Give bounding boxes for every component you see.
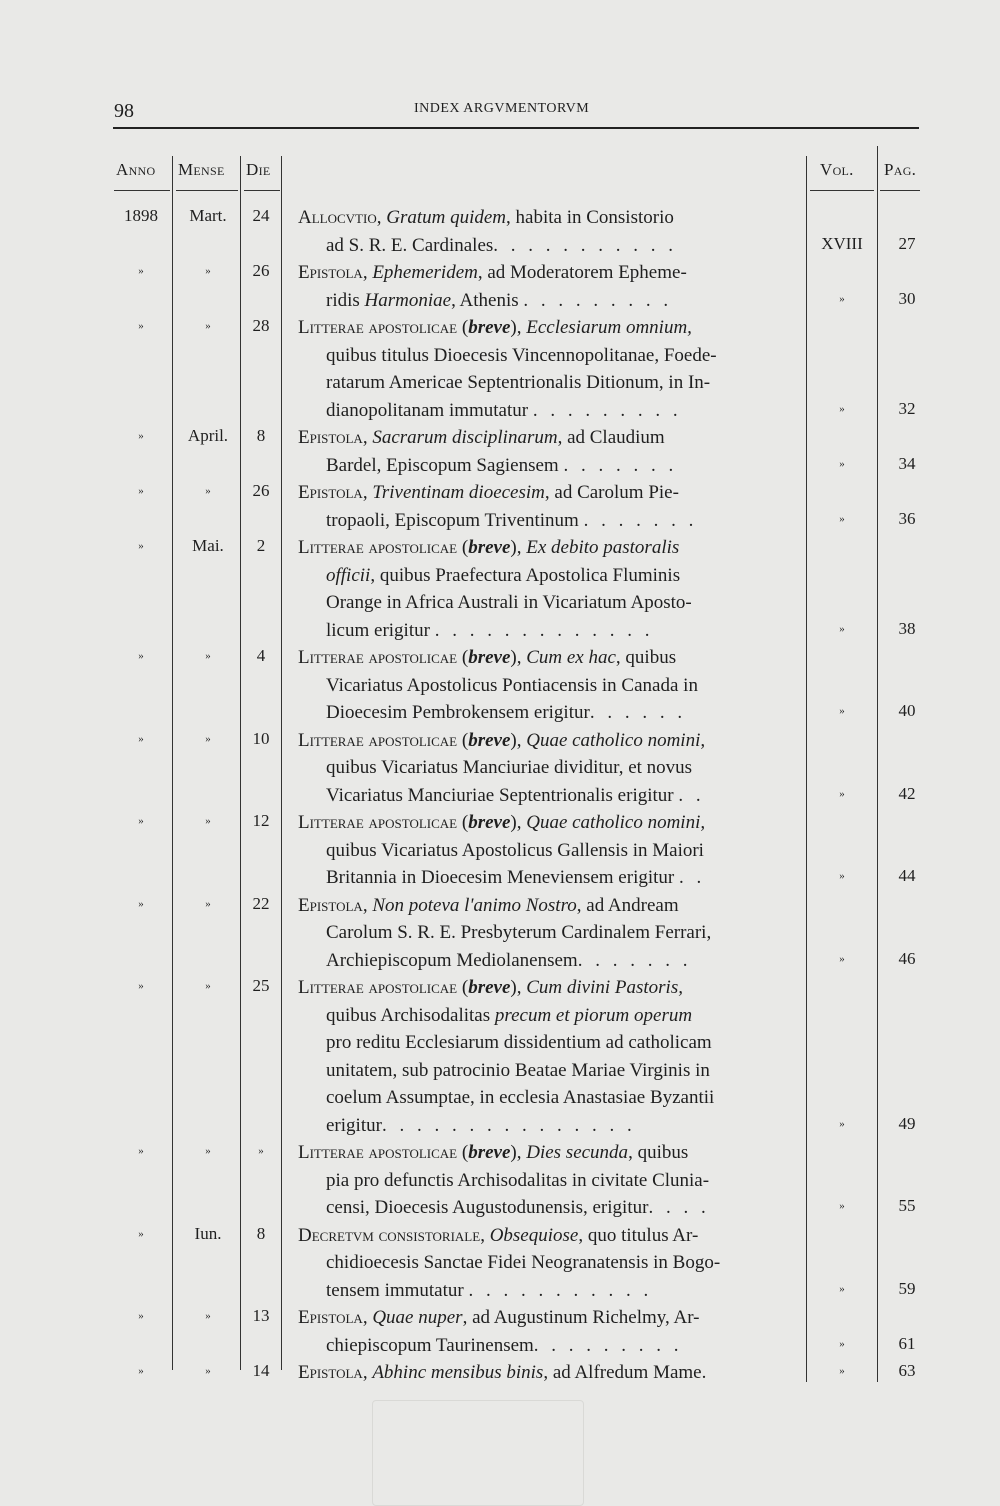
cell-vol: » — [839, 1117, 845, 1130]
entry-text: pia pro defunctis Archisodalitas in civitate Clunia- — [326, 1169, 710, 1191]
entry-line — [298, 1029, 788, 1057]
entry-line — [298, 864, 788, 892]
cell-pag: 46 — [898, 948, 916, 968]
entry-text: , — [362, 1362, 373, 1383]
cell-die: 8 — [256, 1223, 266, 1243]
entry-text: Vicariatus Manciuriae Septentrionalis erigitur — [326, 784, 679, 806]
entry-line — [298, 1084, 788, 1112]
entry-line — [298, 342, 788, 370]
entry-text: Litterae apostolicae — [298, 647, 458, 668]
entry-text: Litterae apostolicae — [298, 1142, 458, 1163]
cell-vol: » — [839, 787, 845, 800]
cell-vol: » — [839, 402, 845, 415]
column-divider — [806, 156, 807, 1382]
leader-dots: . . . . . . — [589, 702, 687, 723]
entry-text: , — [480, 1224, 490, 1246]
entry-text: ), — [510, 537, 527, 558]
cell-anno: » — [138, 540, 144, 552]
entry-line — [298, 1112, 788, 1140]
entry-line — [298, 1057, 788, 1085]
entry-line — [298, 754, 788, 782]
cell-pag: 34 — [898, 453, 916, 473]
entry-text: Epistola — [298, 1362, 363, 1383]
running-title: INDEX ARGVMENTORVM — [414, 101, 590, 116]
index-entry — [298, 259, 788, 314]
index-entry — [298, 1139, 788, 1222]
entry-text: pro reditu Ecclesiarum dissidentium ad catholicam — [326, 1032, 712, 1053]
entry-text: coelum Assumptae, in ecclesia Anastasiae Byzantii — [326, 1087, 715, 1108]
cell-die: 14 — [252, 1361, 270, 1380]
entry-text: ), — [510, 647, 527, 668]
index-entry — [298, 314, 788, 424]
entry-text: quibus Vicariatus Manciuriae dividitur, et novus — [326, 757, 693, 778]
index-entry — [298, 809, 788, 892]
cell-mense: » — [205, 1310, 211, 1322]
entry-line — [298, 1249, 788, 1277]
entry-text: , ad Alfredum Mame. — [543, 1362, 707, 1383]
entry-text: ratarum Americae Septentrionalis Ditionum, in In- — [326, 372, 711, 393]
entry-text: Archiepiscopum Mediolanensem — [326, 949, 578, 971]
cell-die: 28 — [252, 316, 270, 335]
index-entry — [298, 204, 788, 259]
entry-text: ), — [510, 317, 527, 338]
cell-mense: » — [205, 485, 211, 497]
cell-vol: » — [839, 512, 845, 525]
entry-text: Gratum quidem — [386, 207, 507, 228]
entry-text: ), — [510, 1142, 527, 1163]
index-entry — [298, 974, 788, 1139]
entry-text: Obsequiose — [489, 1224, 579, 1246]
cell-pag: 30 — [898, 288, 916, 308]
header-underline-pag — [880, 190, 920, 191]
cell-pag: 40 — [898, 701, 916, 720]
entry-text: breve — [468, 1142, 511, 1163]
header-rule — [113, 127, 919, 129]
entry-text: breve — [468, 812, 511, 833]
leader-dots: . . . . . . . . . . . . . — [434, 619, 654, 641]
entry-text: ( — [457, 729, 469, 751]
cell-vol: » — [839, 622, 845, 635]
entry-text: , — [362, 482, 373, 503]
entry-text: , ad Claudium — [557, 427, 665, 448]
entry-text: breve — [468, 977, 511, 998]
cell-vol: » — [839, 292, 845, 305]
entry-line — [298, 589, 788, 617]
entry-text: Dies secunda — [526, 1142, 629, 1163]
index-entry — [298, 1222, 788, 1305]
entry-text: Harmoniae — [364, 289, 452, 311]
entry-text: Epistola — [298, 482, 363, 503]
entry-text: Litterae apostolicae — [298, 317, 458, 338]
cell-anno: » — [138, 815, 144, 827]
entry-text: breve — [468, 537, 511, 558]
cell-vol: » — [839, 1337, 845, 1350]
entry-text: Quae nuper — [372, 1307, 463, 1328]
cell-mense: » — [205, 815, 211, 827]
entry-line — [298, 892, 788, 920]
cell-pag: 59 — [898, 1278, 916, 1298]
entry-text: Cum ex hac — [526, 647, 616, 668]
cell-die: 4 — [256, 646, 266, 665]
entry-line — [298, 232, 788, 260]
index-entry — [298, 424, 788, 479]
entry-text: breve — [468, 647, 511, 668]
entry-text: , — [362, 1307, 373, 1328]
cell-anno: » — [138, 1310, 144, 1322]
cell-pag: 63 — [898, 1361, 916, 1380]
entry-line — [298, 479, 788, 507]
entry-line — [298, 259, 788, 287]
leader-dots: . . . . . . . . . — [523, 289, 673, 311]
entry-text: censi, Dioecesis Augustodunensis, erigitur — [326, 1197, 649, 1218]
entry-text: Sacrarum disciplinarum — [372, 427, 558, 448]
entry-text: Ephemeridem — [372, 262, 478, 283]
entry-line — [298, 452, 788, 480]
leader-dots: . . — [678, 867, 706, 888]
column-header-anno: Anno — [116, 160, 156, 179]
entry-text: Triventinam dioecesim — [372, 482, 545, 503]
cell-anno: » — [138, 320, 144, 332]
page-number: 98 — [114, 100, 134, 122]
leader-dots: . . . . . . . . . — [532, 399, 682, 421]
cell-pag: 38 — [898, 618, 916, 638]
header-underline-die — [244, 190, 280, 191]
entry-text: quibus Vicariatus Apostolicus Gallensis in Maiori — [326, 839, 704, 861]
entry-text: Bardel, Episcopum Sagiensem — [326, 454, 564, 476]
index-entry — [298, 479, 788, 534]
entry-text: , quibus — [615, 647, 677, 668]
entry-line — [298, 617, 788, 645]
entry-line — [298, 1332, 788, 1360]
entry-text: , quibus — [628, 1142, 689, 1163]
leader-dots: . . . . . . . — [563, 454, 678, 476]
cell-die: 22 — [252, 893, 270, 913]
entry-text: Orange in Africa Australi in Vicariatum Aposto- — [326, 592, 692, 613]
cell-mense: » — [205, 897, 211, 910]
entry-text: ( — [457, 317, 469, 338]
entry-text: Dioecesim Pembrokensem erigitur — [326, 702, 590, 723]
cell-mense: April. — [187, 426, 229, 445]
entry-line — [298, 809, 788, 837]
column-header-mense: Mense — [178, 160, 225, 179]
entry-text: ( — [457, 812, 469, 833]
leader-dots: . . . . . . . . . . . — [493, 234, 678, 256]
entry-text: ad S. R. E. Cardinales — [326, 234, 494, 256]
entry-line — [298, 397, 788, 425]
entry-text: Epistola — [298, 427, 363, 448]
entry-text: quibus titulus Dioecesis Vincennopolitanae, Foede- — [326, 344, 717, 366]
cell-die: 10 — [252, 728, 270, 748]
entry-text: tensem immutatur — [326, 1279, 469, 1301]
cell-vol: XVIII — [821, 233, 863, 253]
cell-mense: » — [205, 320, 211, 332]
entry-text: ( — [457, 977, 469, 998]
cell-anno: » — [138, 430, 144, 442]
entry-text: quibus Archisodalitas — [326, 1004, 495, 1026]
entry-line — [298, 507, 788, 535]
library-stamp — [372, 1400, 584, 1506]
entry-text: precum et piorum operum — [494, 1004, 693, 1026]
index-entry — [298, 1304, 788, 1359]
header-underline-mense — [176, 190, 238, 191]
entry-text: Epistola — [298, 262, 363, 283]
cell-die: 25 — [252, 976, 270, 995]
entry-line — [298, 974, 788, 1002]
entry-line — [298, 424, 788, 452]
entry-text: , — [362, 427, 373, 448]
entry-line — [298, 1139, 788, 1167]
entry-line — [298, 837, 788, 865]
cell-pag: 27 — [898, 233, 916, 253]
cell-vol: » — [839, 1282, 845, 1295]
column-header-pag: Pag. — [884, 160, 917, 179]
cell-pag: 32 — [898, 398, 916, 418]
cell-pag: 42 — [898, 783, 916, 803]
entry-line — [298, 534, 788, 562]
entry-text: , quibus Praefectura Apostolica Fluminis — [370, 564, 681, 586]
entry-text: Vicariatus Apostolicus Pontiacensis in Canada in — [326, 674, 698, 696]
entry-text: Quae catholico nomini, — [526, 812, 706, 833]
entry-text: , — [362, 262, 373, 283]
column-header-vol: Vol. — [820, 160, 854, 179]
cell-die: 13 — [252, 1306, 270, 1325]
entry-text: Litterae apostolicae — [298, 812, 458, 833]
cell-die: 24 — [252, 206, 270, 225]
cell-vol: » — [839, 952, 845, 965]
cell-mense: » — [205, 1365, 211, 1377]
entry-text: erigitur — [326, 1114, 382, 1136]
entry-text: Epistola — [298, 894, 363, 916]
cell-pag: 55 — [898, 1196, 916, 1215]
leader-dots: . . . . . . . . . — [533, 1334, 683, 1356]
cell-anno: » — [138, 485, 144, 497]
cell-anno: » — [138, 897, 144, 910]
cell-vol: » — [839, 705, 845, 717]
entry-line — [298, 1167, 788, 1195]
entry-line — [298, 562, 788, 590]
cell-die: » — [258, 1145, 264, 1157]
entry-text: ( — [457, 537, 469, 558]
cell-anno: » — [138, 1145, 144, 1157]
entry-text: Quae catholico nomini, — [526, 729, 706, 751]
entry-text: ( — [457, 647, 469, 668]
header-underline-vol — [810, 190, 874, 191]
entry-line — [298, 727, 788, 755]
entry-text: Litterae apostolicae — [298, 729, 458, 751]
cell-vol: » — [839, 1200, 845, 1212]
cell-die: 26 — [252, 261, 270, 280]
cell-anno: » — [138, 980, 144, 992]
leader-dots: . . . . . . . — [577, 949, 692, 971]
cell-pag: 49 — [898, 1113, 916, 1133]
entry-text: dianopolitanam immutatur — [326, 399, 533, 421]
entry-line — [298, 699, 788, 727]
entry-text: , ad Andream — [576, 894, 679, 916]
entry-text: Abhinc mensibus binis — [372, 1362, 544, 1383]
column-divider — [240, 156, 241, 1370]
entry-text: tropaoli, Episcopum Triventinum — [326, 509, 584, 531]
entry-text: officii — [326, 564, 371, 586]
cell-pag: 44 — [898, 866, 916, 885]
entry-text: licum erigitur — [326, 619, 435, 641]
entry-line — [298, 1194, 788, 1222]
cell-vol: » — [839, 1365, 845, 1377]
entry-text: Litterae apostolicae — [298, 537, 458, 558]
cell-pag: 36 — [898, 508, 916, 528]
cell-die: 2 — [256, 536, 266, 555]
entry-text: chiepiscopum Taurinensem — [326, 1334, 534, 1356]
column-divider — [877, 146, 878, 1382]
entry-text: chidioecesis Sanctae Fidei Neogranatensis in Bogo- — [326, 1252, 721, 1273]
entry-line — [298, 1304, 788, 1332]
entry-text: , Athenis — [451, 289, 524, 311]
cell-anno: » — [138, 265, 144, 277]
entry-line — [298, 1002, 788, 1030]
entry-text: Litterae apostolicae — [298, 977, 458, 998]
cell-mense: » — [205, 980, 211, 992]
index-entry — [298, 534, 788, 644]
entry-line — [298, 1222, 788, 1250]
cell-mense: Iun. — [194, 1223, 222, 1243]
entry-text: ), — [510, 812, 527, 833]
entry-text: Cum divini Pastoris, — [526, 977, 683, 998]
cell-anno: » — [138, 1365, 144, 1377]
index-entry — [298, 727, 788, 810]
cell-die: 12 — [252, 811, 270, 830]
column-divider — [172, 156, 173, 1370]
column-divider — [281, 156, 282, 1370]
cell-mense: Mart. — [189, 206, 227, 225]
entry-line — [298, 672, 788, 700]
entry-text: , ad Carolum Pie- — [544, 482, 679, 503]
cell-vol: » — [839, 457, 845, 470]
entry-line — [298, 1359, 788, 1387]
cell-anno: » — [138, 1227, 144, 1240]
entry-text: Non poteva l'animo Nostro — [372, 894, 577, 916]
entry-text: , — [376, 207, 387, 228]
leader-dots: . . . . . . . — [583, 509, 698, 531]
cell-die: 26 — [252, 481, 270, 500]
leader-dots: . . . . — [648, 1197, 710, 1218]
entry-text: Britannia in Dioecesim Meneviensem erigitur — [326, 867, 679, 888]
leader-dots: . . . . . . . . . . . . . . . — [381, 1114, 636, 1136]
cell-pag: 61 — [898, 1333, 916, 1353]
cell-die: 8 — [256, 426, 266, 445]
cell-mense: » — [205, 265, 211, 277]
entry-text: Allocvtio — [298, 207, 377, 228]
entry-line — [298, 369, 788, 397]
entry-line — [298, 1277, 788, 1305]
entry-text: , quo titulus Ar- — [578, 1224, 699, 1246]
cell-mense: Mai. — [192, 536, 224, 555]
entry-text: breve — [468, 729, 511, 751]
entry-line — [298, 204, 788, 232]
entry-text: Epistola — [298, 1307, 363, 1328]
entry-line — [298, 644, 788, 672]
entry-text: , — [362, 894, 373, 916]
entry-text: , ad Moderatorem Epheme- — [477, 262, 687, 283]
cell-mense: » — [205, 650, 211, 662]
leader-dots: . . — [678, 784, 705, 806]
entry-text: Ecclesiarum omnium, — [526, 317, 692, 338]
entry-text: ( — [457, 1142, 469, 1163]
cell-vol: » — [839, 870, 845, 882]
entry-line — [298, 314, 788, 342]
entry-text: ridis — [326, 289, 365, 311]
entry-line — [298, 919, 788, 947]
cell-anno: 1898 — [124, 206, 158, 225]
cell-mense: » — [205, 1145, 211, 1157]
entry-text: Ex debito pastoralis — [526, 537, 680, 558]
entry-text: unitatem, sub patrocinio Beatae Mariae Virginis in — [326, 1059, 710, 1081]
entry-line — [298, 287, 788, 315]
column-header-die: Die — [246, 160, 271, 179]
entry-text: breve — [468, 317, 511, 338]
leader-dots: . . . . . . . . . . . — [468, 1279, 653, 1301]
index-entry — [298, 892, 788, 975]
index-entry — [298, 644, 788, 727]
index-entry — [298, 1359, 788, 1387]
entry-line — [298, 782, 788, 810]
cell-mense: » — [205, 732, 211, 745]
entry-line — [298, 947, 788, 975]
cell-anno: » — [138, 650, 144, 662]
entry-text: , habita in Consistorio — [506, 207, 674, 228]
entry-text: ), — [510, 729, 527, 751]
entry-text: Decretvm consistoriale — [298, 1224, 481, 1246]
entry-text: ), — [510, 977, 527, 998]
entry-text: Carolum S. R. E. Presbyterum Cardinalem Ferrari, — [326, 922, 712, 943]
entry-text: , ad Augustinum Richelmy, Ar- — [462, 1307, 700, 1328]
cell-anno: » — [138, 732, 144, 745]
header-underline-anno — [114, 190, 170, 191]
